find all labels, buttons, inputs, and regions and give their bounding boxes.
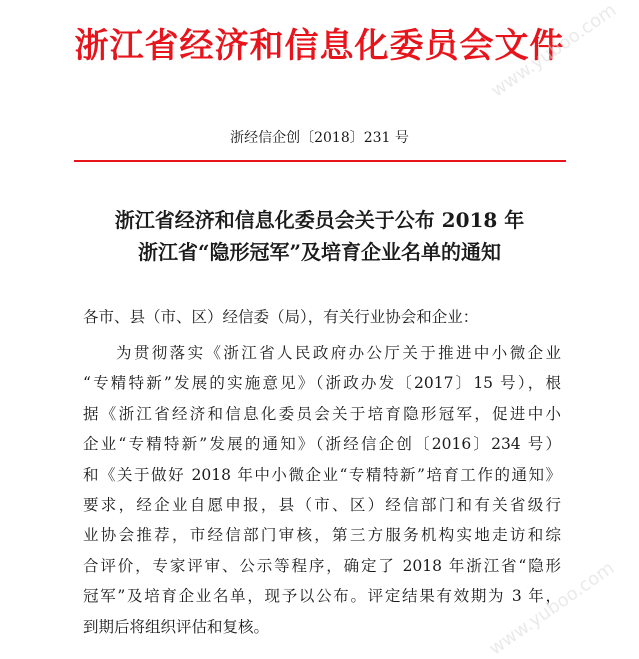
watermark-text: www.yuboo.com bbox=[485, 557, 619, 659]
body-line: 要求，经企业自愿申报，县（市、区）经信部门和有关省级行 bbox=[83, 495, 561, 514]
title-line-1: 浙江省经济和信息化委员会关于公布 2018 年 bbox=[114, 208, 525, 232]
issuer-header: 浙江省经济和信息化委员会文件 bbox=[74, 26, 565, 66]
body-line: “专精特新”发展的实施意见》（浙政办发〔2017〕15 号），根 bbox=[83, 374, 561, 393]
salutation: 各市、县（市、区）经信委（局），有关行业协会和企业： bbox=[83, 308, 479, 326]
document-title bbox=[0, 204, 639, 268]
body-line: 为贯彻落实《浙江省人民政府办公厅关于推进中小微企业 bbox=[116, 344, 561, 362]
body-line: 冠军”及培育企业名单，现予以公布。评定结果有效期为 3 年， bbox=[83, 587, 561, 606]
watermark-text: www.yuboo.com bbox=[487, 0, 621, 102]
body-line: 企业“专精特新”发展的通知》（浙经信企创〔2016〕234 号） bbox=[83, 435, 561, 454]
document-number: 浙经信企创〔2018〕231 号 bbox=[230, 130, 409, 146]
body-line: 据《浙江省经济和信息化委员会关于培育隐形冠军，促进中小 bbox=[83, 404, 561, 423]
body-line: 到期后将组织评估和复核。 bbox=[83, 617, 270, 636]
body-paragraph bbox=[83, 338, 561, 642]
body-line: 业协会推荐，市经信部门审核，第三方服务机构实地走访和综 bbox=[83, 526, 561, 545]
body-line: 合评价，专家评审、公示等程序，确定了 2018 年浙江省“隐形 bbox=[83, 556, 561, 575]
title-line-2: 浙江省“隐形冠军”及培育企业名单的通知 bbox=[137, 240, 501, 264]
red-divider-line bbox=[74, 160, 566, 162]
body-line: 和《关于做好 2018 年中小微企业“专精特新”培育工作的通知》 bbox=[83, 465, 561, 484]
